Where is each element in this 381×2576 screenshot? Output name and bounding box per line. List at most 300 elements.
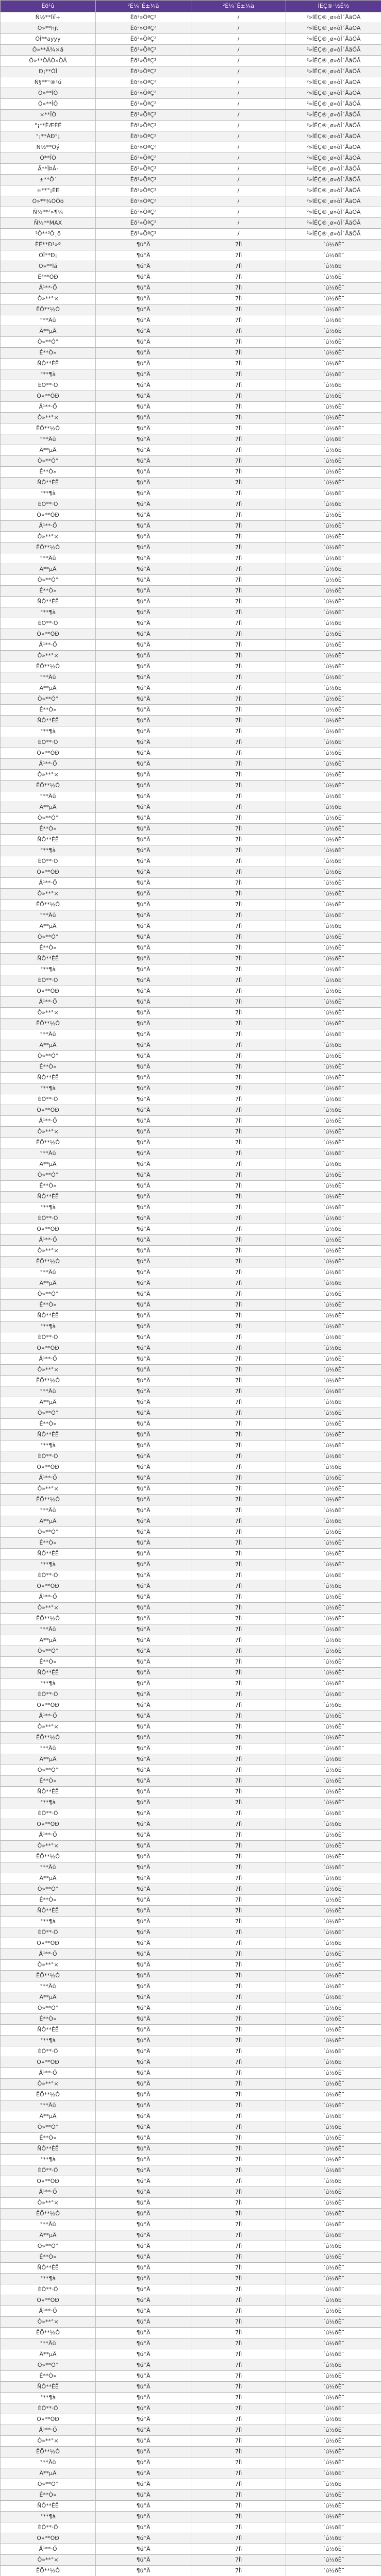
cell-method: ´ú½ðÈ¯	[286, 1787, 381, 1798]
table-row	[1, 921, 381, 932]
cell-duration: 7Ìì	[191, 1073, 286, 1083]
cell-duration: 7Ìì	[191, 1895, 286, 1906]
cell-duration: 7Ìì	[191, 369, 286, 380]
cell-method: ´ú½ðÈ¯	[286, 1927, 381, 1938]
cell-duration: 7Ìì	[191, 1765, 286, 1776]
cell-type: Ëð²»ÖªÇ²	[96, 185, 191, 196]
cell-type: ¶ú°Ä	[96, 607, 191, 618]
cell-type: ¶ú°Ä	[96, 1819, 191, 1830]
cell-type: ¶ú°Ä	[96, 1527, 191, 1538]
cell-method: ´ú½ðÈ¯	[286, 1527, 381, 1538]
table-row	[1, 1646, 381, 1657]
cell-duration: 7Ìì	[191, 315, 286, 326]
cell-name: ËÕ**½Ó	[1, 2328, 96, 2338]
cell-method: ´ú½ðÈ¯	[286, 856, 381, 867]
cell-duration: 7Ìì	[191, 759, 286, 770]
table-row	[1, 1332, 381, 1343]
cell-type: ¶ú°Ä	[96, 2436, 191, 2447]
cell-type: ¶ú°Ä	[96, 1917, 191, 1927]
table-row	[1, 413, 381, 423]
cell-type: ¶ú°Ä	[96, 1992, 191, 2003]
table-row	[1, 142, 381, 153]
cell-method: ´ú½ðÈ¯	[286, 1668, 381, 1679]
cell-type: ¶ú°Ä	[96, 1516, 191, 1527]
cell-method: ´ú½ðÈ¯	[286, 672, 381, 683]
table-row	[1, 1971, 381, 1981]
table-row	[1, 1819, 381, 1830]
table-row	[1, 2338, 381, 2349]
table-row	[1, 683, 381, 694]
cell-method: ´ú½ðÈ¯	[286, 2100, 381, 2111]
cell-method: ´ú½ðÈ¯	[286, 586, 381, 597]
cell-duration: /	[191, 99, 286, 110]
cell-method: ´ú½ðÈ¯	[286, 434, 381, 445]
cell-name: °**¶à	[1, 1202, 96, 1213]
table-row	[1, 445, 381, 456]
cell-type: ¶ú°Ä	[96, 781, 191, 791]
cell-duration: 7Ìì	[191, 2522, 286, 2533]
table-row	[1, 1917, 381, 1927]
cell-name: Ò»**ÓÐ	[1, 1700, 96, 1711]
cell-name: É**Ò»	[1, 2133, 96, 2144]
table-row	[1, 726, 381, 737]
table-row	[1, 110, 381, 121]
cell-method: ´ú½ðÈ¯	[286, 662, 381, 672]
cell-name: ËÕ**½Ó	[1, 2566, 96, 2576]
table-row	[1, 521, 381, 532]
cell-duration: 7Ìì	[191, 2036, 286, 2046]
cell-type: ¶ú°Ä	[96, 2414, 191, 2425]
cell-name: ÈÕ**·Ö	[1, 1213, 96, 1224]
cell-name: Ä¹**·Ö	[1, 2187, 96, 2198]
cell-type: Ëð²»ÖªÇ²	[96, 164, 191, 175]
table-row	[1, 662, 381, 672]
cell-type: ¶ú°Ä	[96, 261, 191, 272]
cell-method: ´ú½ðÈ¯	[286, 607, 381, 618]
cell-type: Ëð²»ÖªÇ²	[96, 45, 191, 56]
cell-type: ¶ú°Ä	[96, 2209, 191, 2219]
cell-method: ´ú½ðÈ¯	[286, 954, 381, 964]
table-row	[1, 1267, 381, 1278]
table-row	[1, 1062, 381, 1073]
table-row	[1, 1094, 381, 1105]
cell-method: ´ú½ðÈ¯	[286, 283, 381, 294]
cell-type: ¶ú°Ä	[96, 975, 191, 986]
cell-type: ¶ú°Ä	[96, 1830, 191, 1841]
cell-name: Ò»**°×	[1, 294, 96, 304]
cell-type: ¶ú°Ä	[96, 1029, 191, 1040]
cell-duration: 7Ìì	[191, 1311, 286, 1321]
cell-method: ´ú½ðÈ¯	[286, 1873, 381, 1884]
cell-type: ¶ú°Ä	[96, 2025, 191, 2036]
cell-name: ËÕ**½Ó	[1, 781, 96, 791]
cell-method: ´ú½ðÈ¯	[286, 1138, 381, 1148]
cell-duration: 7Ìì	[191, 391, 286, 402]
cell-method: ´ú½ðÈ¯	[286, 1733, 381, 1743]
cell-duration: 7Ìì	[191, 2165, 286, 2176]
table-row	[1, 2230, 381, 2241]
cell-type: ¶ú°Ä	[96, 878, 191, 889]
cell-duration: 7Ìì	[191, 748, 286, 759]
cell-type: ¶ú°Ä	[96, 726, 191, 737]
cell-name: Ä¹**·Ö	[1, 2544, 96, 2555]
cell-type: ¶ú°Ä	[96, 2046, 191, 2057]
cell-name: Ä¹**·Ö	[1, 997, 96, 1008]
cell-type: ¶ú°Ä	[96, 1397, 191, 1408]
table-row	[1, 34, 381, 45]
cell-type: ¶ú°Ä	[96, 1213, 191, 1224]
cell-type: ¶ú°Ä	[96, 748, 191, 759]
cell-duration: 7Ìì	[191, 1138, 286, 1148]
table-row	[1, 23, 381, 34]
table-row	[1, 1657, 381, 1668]
cell-duration: 7Ìì	[191, 2057, 286, 2068]
cell-name: ÈÕ**·Ö	[1, 1570, 96, 1581]
cell-name: ÈÕ**·Ö	[1, 1451, 96, 1462]
cell-name: °**¶à	[1, 845, 96, 856]
cell-duration: 7Ìì	[191, 564, 286, 575]
cell-name: ÑÔ**ÈË	[1, 1311, 96, 1321]
cell-type: Ëð²»ÖªÇ²	[96, 77, 191, 88]
cell-type: ¶ú°Ä	[96, 467, 191, 478]
table-row	[1, 813, 381, 824]
table-row	[1, 2533, 381, 2544]
table-row	[1, 2198, 381, 2209]
cell-name: Ò»**Ó°	[1, 1289, 96, 1300]
cell-name: °**¶à	[1, 1798, 96, 1808]
cell-type: ¶ú°Ä	[96, 315, 191, 326]
cell-type: ¶ú°Ä	[96, 856, 191, 867]
table-row	[1, 997, 381, 1008]
table-row	[1, 1170, 381, 1181]
table-row	[1, 1927, 381, 1938]
cell-method: ´ú½ðÈ¯	[286, 488, 381, 499]
table-row	[1, 1365, 381, 1376]
cell-type: ¶ú°Ä	[96, 835, 191, 845]
cell-type: ¶ú°Ä	[96, 2274, 191, 2284]
cell-type: ¶ú°Ä	[96, 1094, 191, 1105]
cell-type: ¶ú°Ä	[96, 2479, 191, 2490]
cell-duration: 7Ìì	[191, 954, 286, 964]
cell-duration: 7Ìì	[191, 2533, 286, 2544]
cell-duration: 7Ìì	[191, 1170, 286, 1181]
cell-method: ´ú½ðÈ¯	[286, 943, 381, 954]
cell-type: ¶ú°Ä	[96, 1343, 191, 1354]
cell-type: ¶ú°Ä	[96, 1862, 191, 1873]
table-row	[1, 121, 381, 131]
table-row	[1, 2046, 381, 2057]
cell-name: Ò»**ÓÐ	[1, 2176, 96, 2187]
table-row	[1, 1624, 381, 1635]
cell-method: ´ú½ðÈ¯	[286, 413, 381, 423]
cell-method: ´ú½ðÈ¯	[286, 2014, 381, 2025]
cell-method: ´ú½ðÈ¯	[286, 2317, 381, 2328]
cell-name: ÑÔ**ÈË	[1, 2382, 96, 2393]
table-row	[1, 1592, 381, 1603]
cell-name: ÈÕ**·Ö	[1, 2403, 96, 2414]
cell-type: ¶ú°Ä	[96, 1083, 191, 1094]
cell-name: ËÕ**½Ó	[1, 1971, 96, 1981]
cell-name: ÓÎ**Ð¡	[1, 250, 96, 261]
cell-method: ´ú½ðÈ¯	[286, 845, 381, 856]
cell-type: ¶ú°Ä	[96, 1311, 191, 1321]
cell-type: ¶ú°Ä	[96, 1884, 191, 1895]
table-row	[1, 553, 381, 564]
table-row	[1, 2544, 381, 2555]
cell-name: Ã**µÄ	[1, 1159, 96, 1170]
cell-method: ´ú½ðÈ¯	[286, 1202, 381, 1213]
cell-duration: 7Ìì	[191, 510, 286, 521]
table-row	[1, 56, 381, 66]
cell-name: Ò»**°×	[1, 1008, 96, 1019]
table-row	[1, 175, 381, 185]
cell-type: ¶ú°Ä	[96, 1927, 191, 1938]
cell-duration: 7Ìì	[191, 2512, 286, 2522]
cell-name: °**¶à	[1, 2274, 96, 2284]
cell-type: ¶ú°Ä	[96, 2176, 191, 2187]
cell-method: ´ú½ðÈ¯	[286, 2219, 381, 2230]
cell-method: ´ú½ðÈ¯	[286, 1376, 381, 1386]
cell-duration: 7Ìì	[191, 1159, 286, 1170]
cell-name: Ã**µÄ	[1, 1040, 96, 1051]
cell-type: ¶ú°Ä	[96, 2501, 191, 2512]
cell-duration: 7Ìì	[191, 2111, 286, 2122]
cell-method: ´ú½ðÈ¯	[286, 2479, 381, 2490]
cell-name: Ò»**Ó°	[1, 2241, 96, 2252]
cell-method: ´ú½ðÈ¯	[286, 1354, 381, 1365]
cell-method: ´ú½ðÈ¯	[286, 1332, 381, 1343]
cell-method: ´ú½ðÈ¯	[286, 1213, 381, 1224]
cell-name: Ò»**ÓÐ	[1, 1343, 96, 1354]
cell-duration: 7Ìì	[191, 2133, 286, 2144]
cell-duration: 7Ìì	[191, 2025, 286, 2036]
cell-name: Ã**µÄ	[1, 564, 96, 575]
cell-method: ´ú½ðÈ¯	[286, 1008, 381, 1019]
cell-type: ¶ú°Ä	[96, 283, 191, 294]
table-row	[1, 359, 381, 369]
cell-duration: 7Ìì	[191, 2079, 286, 2090]
cell-name: °**¶à	[1, 1083, 96, 1094]
cell-name: ÈÕ**·Ö	[1, 975, 96, 986]
cell-name: Ä¹**·Ö	[1, 2068, 96, 2079]
cell-duration: 7Ìì	[191, 672, 286, 683]
cell-duration: 7Ìì	[191, 1451, 286, 1462]
cell-method: ²»ÍËÇ®¸ø»òÎ´ÅäÖÃ	[286, 66, 381, 77]
cell-name: Ò»**ÓÐ	[1, 748, 96, 759]
table-row	[1, 1354, 381, 1365]
cell-method: ´ú½ðÈ¯	[286, 423, 381, 434]
cell-name: ÑÔ**ÈË	[1, 1906, 96, 1917]
table-row	[1, 597, 381, 607]
cell-duration: 7Ìì	[191, 2284, 286, 2295]
table-row	[1, 1754, 381, 1765]
table-row	[1, 2382, 381, 2393]
cell-method: ´ú½ðÈ¯	[286, 1560, 381, 1570]
cell-duration: 7Ìì	[191, 2555, 286, 2566]
cell-name: °**¶à	[1, 964, 96, 975]
header-cell-name: Ëð¹û	[1, 1, 96, 12]
cell-method: ´ú½ðÈ¯	[286, 1246, 381, 1257]
cell-method: ´ú½ðÈ¯	[286, 1949, 381, 1960]
cell-duration: 7Ìì	[191, 456, 286, 467]
table-row	[1, 1073, 381, 1083]
cell-name: ËÕ**½Ó	[1, 2090, 96, 2100]
cell-method: ´ú½ðÈ¯	[286, 2436, 381, 2447]
cell-duration: 7Ìì	[191, 1689, 286, 1700]
cell-name: ÈÕ**·Ö	[1, 2165, 96, 2176]
cell-duration: 7Ìì	[191, 2230, 286, 2241]
cell-type: ¶ú°Ä	[96, 2566, 191, 2576]
table-row	[1, 1743, 381, 1754]
cell-duration: 7Ìì	[191, 1127, 286, 1138]
table-row	[1, 1808, 381, 1819]
cell-type: ¶ú°Ä	[96, 1051, 191, 1062]
cell-duration: 7Ìì	[191, 1202, 286, 1213]
cell-name: ËÕ**½Ó	[1, 900, 96, 910]
cell-type: ¶ú°Ä	[96, 2468, 191, 2479]
cell-duration: 7Ìì	[191, 662, 286, 672]
table-row	[1, 1008, 381, 1019]
cell-name: ÈÕ**·Ö	[1, 2284, 96, 2295]
cell-duration: 7Ìì	[191, 2263, 286, 2274]
cell-name: °**¶à	[1, 726, 96, 737]
cell-duration: 7Ìì	[191, 1246, 286, 1257]
cell-method: ´ú½ðÈ¯	[286, 2003, 381, 2014]
cell-type: ¶ú°Ä	[96, 705, 191, 716]
table-row	[1, 1776, 381, 1787]
cell-method: ´ú½ðÈ¯	[286, 651, 381, 662]
cell-method: ´ú½ðÈ¯	[286, 1971, 381, 1981]
table-row	[1, 943, 381, 954]
table-row	[1, 2241, 381, 2252]
cell-duration: 7Ìì	[191, 2382, 286, 2393]
cell-method: ´ú½ðÈ¯	[286, 391, 381, 402]
cell-duration: 7Ìì	[191, 1743, 286, 1754]
cell-name: Ä¹**·Ö	[1, 1830, 96, 1841]
table-row	[1, 1733, 381, 1743]
table-row	[1, 575, 381, 586]
cell-method: ´ú½ðÈ¯	[286, 1484, 381, 1495]
cell-type: Ëð²»ÖªÇ²	[96, 110, 191, 121]
table-row	[1, 45, 381, 56]
table-row	[1, 802, 381, 813]
cell-name: É**Ò»	[1, 1895, 96, 1906]
cell-type: ¶ú°Ä	[96, 1289, 191, 1300]
cell-duration: 7Ìì	[191, 921, 286, 932]
table-row	[1, 607, 381, 618]
cell-method: ´ú½ðÈ¯	[286, 2458, 381, 2468]
table-row	[1, 1202, 381, 1213]
cell-type: ¶ú°Ä	[96, 337, 191, 348]
cell-type: ¶ú°Ä	[96, 1689, 191, 1700]
cell-duration: 7Ìì	[191, 2144, 286, 2155]
cell-type: ¶ú°Ä	[96, 391, 191, 402]
cell-method: ´ú½ðÈ¯	[286, 272, 381, 283]
cell-type: ¶ú°Ä	[96, 824, 191, 835]
cell-duration: 7Ìì	[191, 2328, 286, 2338]
cell-method: ´ú½ðÈ¯	[286, 986, 381, 997]
cell-name: ËÕ**½Ó	[1, 1019, 96, 1029]
cell-method: ´ú½ðÈ¯	[286, 1440, 381, 1451]
cell-type: ¶ú°Ä	[96, 1495, 191, 1505]
cell-duration: 7Ìì	[191, 726, 286, 737]
cell-method: ´ú½ðÈ¯	[286, 2090, 381, 2100]
table-row	[1, 2068, 381, 2079]
cell-duration: 7Ìì	[191, 607, 286, 618]
cell-type: ¶ú°Ä	[96, 1235, 191, 1246]
table-header	[1, 1, 381, 12]
cell-duration: 7Ìì	[191, 975, 286, 986]
cell-method: ²»ÍËÇ®¸ø»òÎ´ÅäÖÃ	[286, 56, 381, 66]
cell-method: ´ú½ðÈ¯	[286, 975, 381, 986]
cell-method: ´ú½ðÈ¯	[286, 1862, 381, 1873]
cell-name: Ò»**ÒÁÒ»ÒÁ	[1, 56, 96, 66]
cell-name: °**Ãû	[1, 2458, 96, 2468]
cell-method: ´ú½ðÈ¯	[286, 1116, 381, 1127]
cell-duration: 7Ìì	[191, 1181, 286, 1192]
table-row	[1, 964, 381, 975]
cell-name: ËÕ**½Ó	[1, 1614, 96, 1624]
table-row	[1, 2393, 381, 2403]
table-row	[1, 1246, 381, 1257]
cell-method: ´ú½ðÈ¯	[286, 2544, 381, 2555]
table-row	[1, 1862, 381, 1873]
cell-duration: /	[191, 23, 286, 34]
table-row	[1, 2111, 381, 2122]
table-row	[1, 2155, 381, 2165]
table-row	[1, 467, 381, 478]
table-row	[1, 1679, 381, 1689]
cell-name: Ò»**Ó°	[1, 813, 96, 824]
cell-duration: 7Ìì	[191, 694, 286, 705]
cell-duration: 7Ìì	[191, 964, 286, 975]
cell-name: Ò»**Ó°	[1, 337, 96, 348]
cell-duration: /	[191, 56, 286, 66]
cell-method: ´ú½ðÈ¯	[286, 1343, 381, 1354]
cell-duration: 7Ìì	[191, 1852, 286, 1862]
cell-type: ¶ú°Ä	[96, 1073, 191, 1083]
cell-name: ÈÕ**·Ö	[1, 1689, 96, 1700]
cell-duration: 7Ìì	[191, 1733, 286, 1743]
cell-name: ËÕ**½Ó	[1, 2209, 96, 2219]
table-row	[1, 759, 381, 770]
table-row	[1, 2490, 381, 2501]
cell-method: ´ú½ðÈ¯	[286, 2241, 381, 2252]
table-row	[1, 348, 381, 359]
table-row	[1, 1765, 381, 1776]
cell-type: ¶ú°Ä	[96, 1462, 191, 1473]
cell-method: ´ú½ðÈ¯	[286, 1083, 381, 1094]
cell-name: ÈÕ**·Ö	[1, 1094, 96, 1105]
cell-type: ¶ú°Ä	[96, 1430, 191, 1440]
table-row	[1, 694, 381, 705]
cell-method: ´ú½ðÈ¯	[286, 521, 381, 532]
cell-type: ¶ú°Ä	[96, 1614, 191, 1624]
cell-duration: 7Ìì	[191, 1592, 286, 1603]
cell-type: ¶ú°Ä	[96, 1170, 191, 1181]
cell-duration: 7Ìì	[191, 1235, 286, 1246]
cell-method: ´ú½ðÈ¯	[286, 478, 381, 488]
cell-type: Ëð²»ÖªÇ²	[96, 142, 191, 153]
cell-name: ÑÔ**ÈË	[1, 359, 96, 369]
cell-name: °¡**ÁÐ°¡	[1, 131, 96, 142]
table-row	[1, 2252, 381, 2263]
table-row	[1, 618, 381, 629]
cell-name: ÈÕ**·Ö	[1, 2046, 96, 2057]
cell-method: ´ú½ðÈ¯	[286, 1765, 381, 1776]
table-row	[1, 456, 381, 467]
cell-type: ¶ú°Ä	[96, 1852, 191, 1862]
